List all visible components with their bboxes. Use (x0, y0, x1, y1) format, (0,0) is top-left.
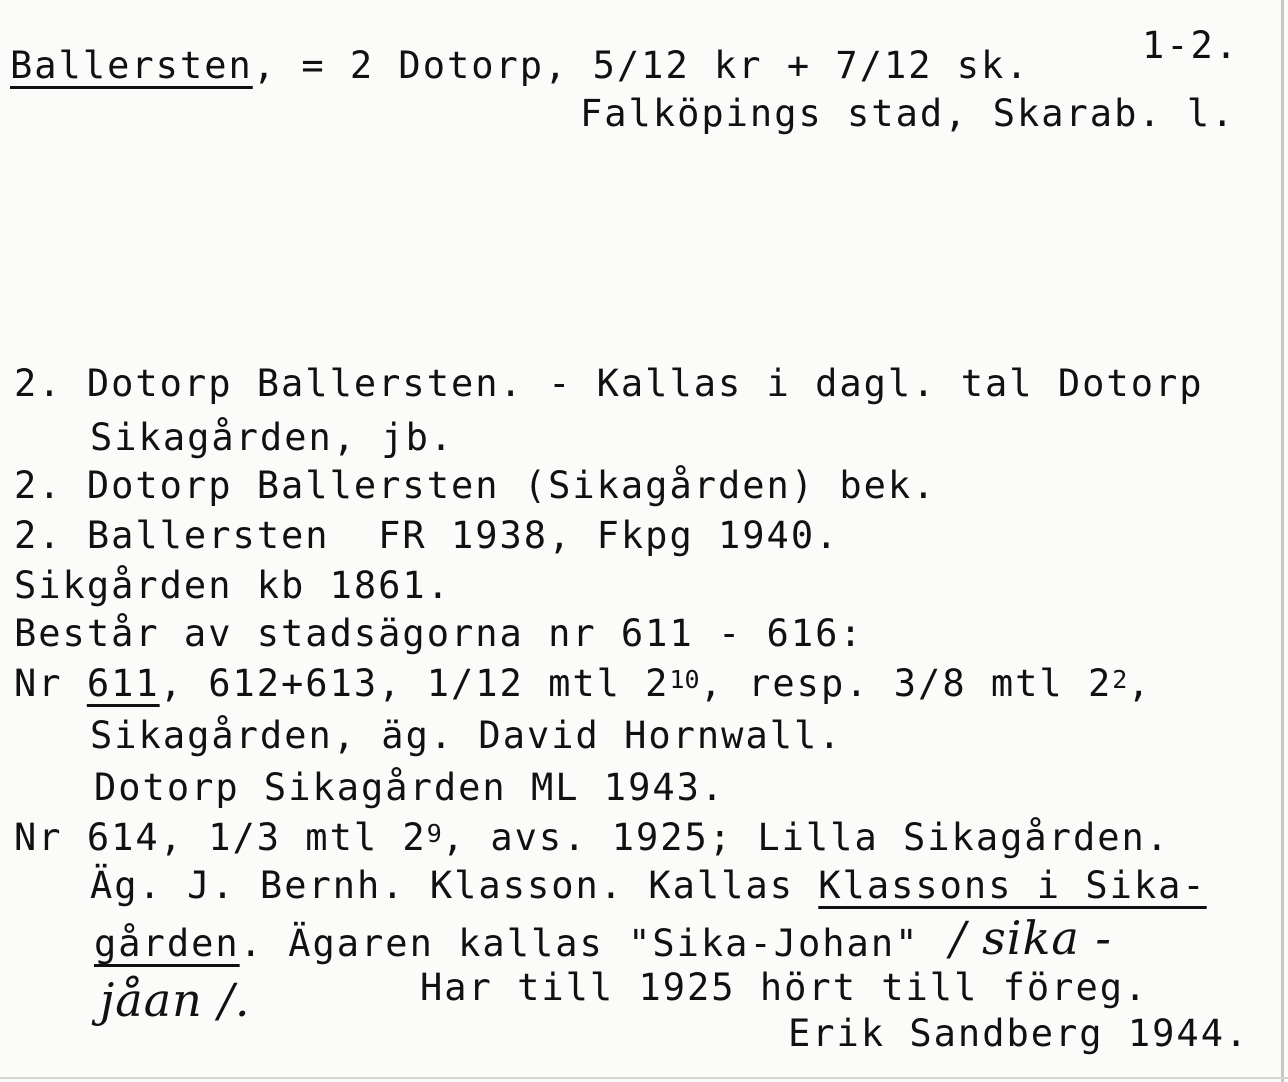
entry-line-7-text-b: , resp. 3/8 mtl 2 (699, 662, 1113, 705)
superscript-10: 10 (669, 665, 700, 694)
entry-line-7-text-a: , 612+613, 1/12 mtl 2 (159, 662, 670, 705)
entry-line-2: Sikagården, jb. (90, 416, 455, 459)
entry-line-1: 2. Dotorp Ballersten. - Kallas i dagl. tal Dotorp (14, 362, 1204, 405)
entry-line-7-text-c: , (1127, 662, 1152, 705)
district: Falköpings stad, Skarab. l. (580, 92, 1236, 135)
entry-line-12 (94, 922, 944, 966)
place-description: , = 2 Dotorp, 5/12 kr + 7/12 sk. (252, 44, 1030, 87)
handwritten-note-2: jåan /. (100, 973, 251, 1027)
entry-line-3: 2. Dotorp Ballersten (Sikagården) bek. (14, 464, 937, 507)
superscript-9: 9 (426, 819, 442, 848)
entry-line-5: Sikgården kb 1861. (14, 564, 451, 607)
nr-prefix: Nr (14, 662, 87, 705)
entry-line-10-text-a: Nr 614, 1/3 mtl 2 (14, 816, 427, 859)
card-right-edge (1281, 0, 1284, 1082)
entry-line-8: Sikagården, äg. David Hornwall. (90, 714, 843, 757)
underlined-garden: gården (94, 922, 240, 965)
signature: Erik Sandberg 1944. (788, 1012, 1250, 1055)
place-name: Ballersten (10, 44, 253, 87)
entry-line-9: Dotorp Sikagården ML 1943. (94, 766, 726, 809)
entry-line-7 (14, 662, 1152, 706)
card-bottom-edge (0, 1077, 1288, 1079)
entry-line-10 (14, 816, 1170, 860)
parcel-611: 611 (86, 662, 160, 705)
entry-line-4: 2. Ballersten FR 1938, Fkpg 1940. (14, 514, 840, 557)
header-line (10, 44, 1030, 88)
entry-line-11-text: Äg. J. Bernh. Klasson. Kallas (90, 864, 819, 907)
entry-line-12-text: . Ägaren kallas "Sika-Johan" (239, 922, 944, 965)
card-number: 1-2. (1142, 24, 1240, 67)
entry-line-10-text-b: , avs. 1925; Lilla Sikagården. (441, 816, 1171, 859)
underlined-klassons: Klassons i Sika- (818, 864, 1207, 907)
handwritten-note-1: / sika - (950, 911, 1112, 965)
superscript-2: 2 (1112, 665, 1128, 694)
entry-line-6: Består av stadsägorna nr 611 - 616: (14, 612, 864, 655)
entry-line-11 (90, 864, 1207, 908)
entry-line-13: Har till 1925 hört till föreg. (420, 966, 1149, 1009)
